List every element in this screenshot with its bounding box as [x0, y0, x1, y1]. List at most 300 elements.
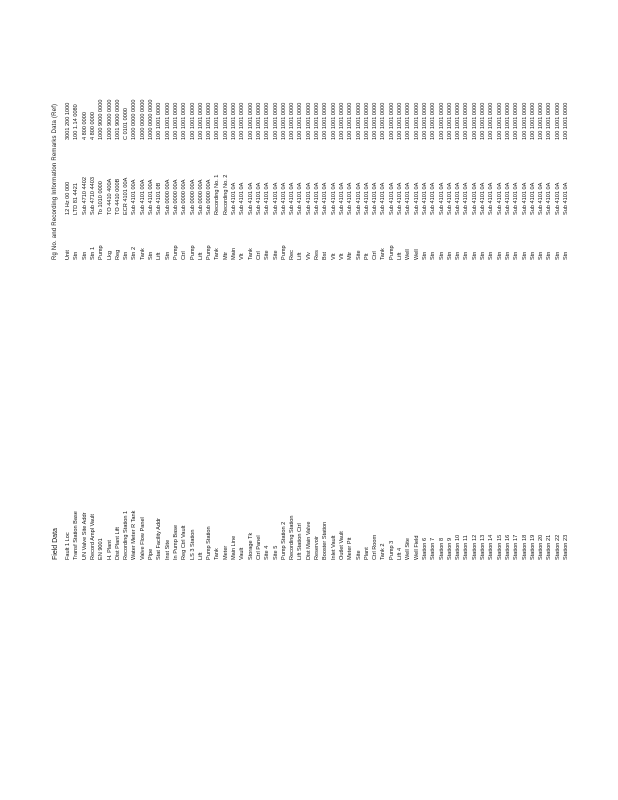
table-row: [338, 30, 346, 560]
row-name: Tank 2: [380, 543, 387, 560]
row-name: Transf Station Base: [73, 511, 80, 560]
row-col1: Lift: [397, 252, 403, 260]
row-col3: 100 1001 0000: [181, 102, 188, 140]
row-col1: Res: [314, 250, 320, 260]
table-row: [189, 30, 197, 560]
row-col1: Well: [405, 249, 412, 260]
row-col1: Stn: [148, 251, 154, 260]
row-col3: 1000 0000 0000: [131, 99, 138, 140]
table-row: [521, 30, 529, 560]
row-col1: Pump: [388, 245, 395, 260]
row-col2: Sub 4101 0A: [546, 182, 553, 215]
table-row: [429, 30, 437, 560]
row-col3: 100 1001 0000: [172, 102, 179, 140]
row-name: Station 11: [463, 535, 470, 560]
table-row: [122, 30, 130, 560]
table-row: [147, 30, 155, 560]
row-col1: Pump: [98, 245, 105, 260]
row-col1: Stn: [563, 251, 569, 260]
row-name: Lift: [197, 552, 204, 560]
row-col2: Sub 4101 0A: [355, 182, 362, 215]
row-col3: 1000 0000 0000: [148, 99, 154, 140]
row-col1: Tank: [380, 248, 387, 260]
row-name: Station 21: [546, 534, 553, 560]
row-col1: Pump: [172, 245, 179, 260]
row-col1: Tank: [214, 248, 221, 260]
row-col2: Sub 4101 0A: [305, 182, 312, 215]
row-col3: 100 1001 0000: [463, 102, 470, 140]
table-row: [130, 30, 138, 560]
row-col3: 100 1001 0000: [164, 102, 171, 140]
row-col1: Stn: [480, 251, 486, 260]
row-name: Meter Pit: [347, 537, 354, 560]
row-name: Station 17: [513, 534, 520, 560]
row-name: Outlet Vault: [338, 531, 345, 560]
row-col1: Stn: [496, 251, 503, 260]
row-col2: Sub 4101 0A: [314, 182, 320, 215]
row-col1: Stn: [81, 251, 88, 260]
row-col1: Vlv: [305, 252, 312, 260]
row-name: Ctrl Room: [372, 534, 379, 560]
row-col3: 100 1001 0000: [446, 102, 453, 140]
table-row: [471, 30, 479, 560]
row-col3: 1000 0000 0000: [139, 99, 146, 140]
row-col2: Recording No. 2: [222, 174, 229, 215]
row-col1: Site: [264, 250, 271, 260]
row-col2: Sub 0000 00A: [189, 179, 196, 215]
row-col2: Sub 0000 00A: [181, 179, 188, 215]
row-col1: Stn: [529, 251, 536, 260]
row-col1: Main: [231, 247, 237, 260]
row-col3: 100 1001 0000: [397, 102, 403, 140]
row-col3: 100 1001 0000: [521, 102, 528, 140]
row-name: Station 12: [471, 534, 478, 560]
row-col1: Stn 1: [89, 246, 96, 260]
row-col2: Sub 4101 0A: [480, 182, 486, 215]
table-row: [205, 30, 213, 560]
row-col1: Well: [413, 249, 420, 260]
row-col2: Sub 4101 0A: [463, 182, 470, 215]
row-col3: 100 1001 0000: [156, 102, 163, 140]
row-col1: Vlt: [338, 253, 345, 260]
row-name: Pipe: [148, 548, 154, 560]
row-col2: Sub 0000 00A: [164, 179, 171, 215]
table-row: [288, 30, 296, 560]
table-row: [363, 30, 371, 560]
row-col2: Sub 4101 0A: [446, 182, 453, 215]
table-row: [404, 30, 412, 560]
row-col2: ECR 4101 00A: [123, 177, 130, 215]
row-col2: Sub 4101 0A: [297, 182, 304, 215]
row-col3: 100 1001 0000: [372, 102, 379, 140]
table-row: [106, 30, 114, 560]
row-name: Station 14: [488, 534, 495, 560]
row-col1: Stn: [438, 251, 445, 260]
row-name: Ctrl Panel: [255, 535, 262, 560]
row-col1: Stn: [421, 251, 428, 260]
row-name: Lift 4: [397, 547, 403, 560]
row-col3: 100 1001 0000: [504, 102, 511, 140]
row-col3: 100 1001 0000: [363, 102, 370, 140]
row-col3: 1001 9000 0000: [114, 99, 121, 140]
table-row: [512, 30, 520, 560]
row-col3: 100 1001 0000: [538, 102, 545, 140]
row-col3: 100 1001 0000: [338, 102, 345, 140]
row-col2: TO 4410 400A: [106, 178, 113, 215]
row-col2: Sub 4101 00A: [131, 179, 138, 215]
table-header-right: Rg No. and Recording Information Remarks Data (Ref): [52, 103, 58, 260]
row-col1: Lift: [197, 252, 204, 260]
row-col3: 100 1001 0000: [563, 102, 569, 140]
table-row: [454, 30, 462, 560]
table-row: [230, 30, 238, 560]
row-name: Station 16: [504, 534, 511, 560]
row-col2: Sub 4101 00A: [148, 179, 154, 215]
row-col1: Stn: [446, 251, 453, 260]
row-col2: Sub 4101 0A: [521, 182, 528, 215]
row-col1: Rec: [289, 250, 296, 260]
row-col3: 100 1001 0000: [289, 102, 296, 140]
table-row: [114, 30, 122, 560]
row-col1: Stn: [513, 251, 520, 260]
table-row: [296, 30, 304, 560]
row-name: Pump 3: [388, 540, 395, 560]
row-col2: Sub 4101 0A: [504, 182, 511, 215]
row-name: Vault: [239, 547, 246, 560]
row-col3: 100 1001 0000: [513, 102, 520, 140]
row-col2: Sub 4101 0A: [513, 182, 520, 215]
row-col2: To 1010 0000: [98, 181, 105, 215]
row-name: Inst Site: [164, 539, 171, 560]
row-col2: Sub 4710 4403: [89, 177, 96, 215]
table-row: [496, 30, 504, 560]
row-col3: 100 1001 0000: [388, 102, 395, 140]
row-col2: Sub 4101 0A: [264, 182, 271, 215]
table-row: [305, 30, 313, 560]
row-name: Station 8: [438, 537, 445, 560]
row-col2: TO 4410 000B: [114, 178, 121, 215]
table-row: [413, 30, 421, 560]
table-row: [388, 30, 396, 560]
row-col1: Ctrl: [181, 251, 188, 260]
row-name: Site 5: [272, 545, 279, 560]
row-col3: 1000 9000 0000: [98, 99, 105, 140]
row-col2: Sub 4101 0A: [338, 182, 345, 215]
row-name: In Pump Base: [172, 524, 179, 560]
row-col1: Stn: [73, 251, 80, 260]
table-row: [172, 30, 180, 560]
table-row: [321, 30, 329, 560]
row-col3: 100 1001 0000: [438, 102, 445, 140]
row-col3: 3001 200 1000: [65, 102, 71, 140]
table-row: [247, 30, 255, 560]
row-col1: Lift: [156, 252, 163, 260]
row-name: UN Valve Site Addr: [81, 512, 88, 560]
row-name: Dist Plant Lift: [114, 527, 121, 560]
table-row: [330, 30, 338, 560]
row-col1: Ctrl: [255, 251, 262, 260]
row-col2: Sub 4101 0A: [455, 182, 462, 215]
row-name: Plant: [363, 547, 370, 560]
row-col1: Plt: [363, 253, 370, 260]
row-name: Record Ampl Vault: [89, 514, 96, 560]
row-col2: Sub 4101 0A: [538, 182, 545, 215]
row-col1: Pump: [280, 245, 287, 260]
row-name: Station 19: [529, 534, 536, 560]
table-header-left: Field Data: [52, 528, 59, 560]
table-row: [371, 30, 379, 560]
row-col3: 4 800 0000: [89, 112, 96, 140]
table-row: [346, 30, 354, 560]
row-col2: Sub 4101 0A: [330, 182, 337, 215]
row-col3: 100 1001 0000: [305, 102, 312, 140]
table-row: [504, 30, 512, 560]
row-col3: 100 1001 0000: [264, 102, 271, 140]
row-col3: 100 1001 0000: [471, 102, 478, 140]
row-col2: Sub 4710 4402: [81, 177, 88, 215]
table-row: [446, 30, 454, 560]
row-col2: Sub 4101 0A: [289, 182, 296, 215]
row-col3: 100 1001 0000: [197, 102, 204, 140]
row-col2: Sub 4101 0A: [272, 182, 279, 215]
row-name: LS 3 Station: [189, 529, 196, 560]
row-col3: 100 1001 0000: [347, 102, 354, 140]
row-col2: Sub 4101 0A: [563, 182, 569, 215]
row-col3: 100 1001 0000: [330, 102, 337, 140]
row-name: Main Line: [231, 535, 237, 560]
row-col2: Sub 4101 0A: [372, 182, 379, 215]
row-col2: Sub 4101 0A: [322, 182, 329, 215]
row-col3: 100 1001 0000: [529, 102, 536, 140]
row-col3: 100 1.14 0080: [73, 104, 80, 140]
row-col1: Mtr: [222, 251, 229, 260]
row-name: Stat Facility Addr: [156, 518, 163, 560]
row-col3: 100 1001 0000: [554, 102, 561, 140]
table-row: [164, 30, 172, 560]
row-col2: Sub 0000 00A: [206, 179, 213, 215]
table-row: [155, 30, 163, 560]
row-col1: Stn: [488, 251, 495, 260]
row-col1: Stn 2: [131, 246, 138, 260]
table-row: [272, 30, 280, 560]
row-col2: Sub 4101 0A: [471, 182, 478, 215]
table-row: [313, 30, 321, 560]
row-name: Station 23: [563, 534, 569, 560]
row-col3: 100 1001 0000: [430, 102, 437, 140]
row-col3: 100 1001 0000: [255, 102, 262, 140]
table-row: [213, 30, 221, 560]
table-row: [529, 30, 537, 560]
row-col3: C 0101 0000: [123, 107, 130, 140]
row-col1: Ctrl: [372, 251, 379, 260]
row-col3: 100 1001 0000: [455, 102, 462, 140]
table-row: [379, 30, 387, 560]
row-col3: 100 1001 0000: [355, 102, 362, 140]
row-col2: Sub 4101 0A: [280, 182, 287, 215]
row-col2: Sub 4101 0A: [239, 182, 246, 215]
row-col3: 100 1001 0000: [405, 102, 412, 140]
row-col2: Sub 4101 0A: [347, 182, 354, 215]
row-name: EN 9001: [98, 538, 105, 560]
row-col1: Vlt: [330, 253, 337, 260]
row-col2: Sub 4101 00A: [139, 179, 146, 215]
row-col2: Sub 4101 0A: [421, 182, 428, 215]
row-name: Station 15: [496, 534, 503, 560]
table-row: [89, 30, 97, 560]
row-col2: Sub 4101 0A: [554, 182, 561, 215]
row-name: Reg Ctrl Vault: [181, 525, 188, 560]
row-name: Tank: [214, 548, 221, 560]
table-row: [396, 30, 404, 560]
row-col2: Sub 4101 0A: [430, 182, 437, 215]
row-col3: 100 1001 0000: [488, 102, 495, 140]
row-col1: Stn: [430, 251, 437, 260]
row-name: Meter: [222, 545, 229, 560]
row-name: Water Meter R Tank: [131, 510, 138, 560]
table-row: [462, 30, 470, 560]
row-col2: 12 Hz 00 000: [65, 181, 71, 215]
row-name: Well Field: [413, 535, 420, 560]
row-col1: Stn: [546, 251, 553, 260]
row-col1: Stn: [504, 251, 511, 260]
table-row: [197, 30, 205, 560]
row-col2: Sub 4101 0A: [529, 182, 536, 215]
row-col3: 1000 9000 0000: [106, 99, 113, 140]
row-col3: 100 1001 0000: [239, 102, 246, 140]
row-col3: 100 1001 0000: [480, 102, 486, 140]
row-col1: Stn: [463, 251, 470, 260]
row-col2: Sub 4101 0A: [231, 182, 237, 215]
table-row: [421, 30, 429, 560]
table-row: [222, 30, 230, 560]
row-col3: 100 1001 0000: [413, 102, 420, 140]
row-name: Dist Main Valve: [305, 521, 312, 560]
row-col1: Tank: [247, 248, 254, 260]
row-col3: 100 1001 0000: [222, 102, 229, 140]
row-col2: Recording No. 1: [214, 174, 221, 215]
row-name: Reservoir: [314, 536, 320, 560]
table-row: [238, 30, 246, 560]
row-col3: 100 1001 0000: [297, 102, 304, 140]
table-row: [280, 30, 288, 560]
row-name: H. Plant: [106, 540, 113, 560]
row-col1: Site: [272, 250, 279, 260]
row-col1: Site: [355, 250, 362, 260]
row-col3: 100 1001 0000: [496, 102, 503, 140]
row-col1: Stn: [538, 251, 545, 260]
row-col1: Tank: [139, 248, 146, 260]
row-col2: Sub 4101 0A: [247, 182, 254, 215]
row-col1: Lkg: [106, 250, 113, 260]
row-col3: 100 1001 0000: [247, 102, 254, 140]
row-name: Station 18: [521, 534, 528, 560]
row-col3: 100 1001 0000: [546, 102, 553, 140]
row-col1: Stn: [554, 251, 561, 260]
row-name: Station 10: [455, 534, 462, 560]
row-col1: Unit: [65, 250, 71, 260]
row-name: Station 13: [480, 534, 486, 560]
row-col3: 100 1001 0000: [272, 102, 279, 140]
table-row: [537, 30, 545, 560]
row-col2: Sub 4101 0A: [438, 182, 445, 215]
row-name: Inlet Vault: [330, 535, 337, 560]
row-name: Station 20: [538, 534, 545, 560]
row-name: Station 6: [421, 537, 428, 560]
row-col2: Sub 4101 0A: [380, 182, 387, 215]
table-row: [355, 30, 363, 560]
table-row: [72, 30, 80, 560]
row-col1: Stn: [164, 251, 171, 260]
row-name: Fault 1 Loc: [65, 532, 71, 560]
table-row: [487, 30, 495, 560]
row-col2: Sub 4101 0A: [496, 182, 503, 215]
row-name: Site: [355, 550, 362, 560]
row-name: Pump Station: [206, 526, 213, 560]
row-name: Recording Station: [289, 515, 296, 560]
table-row: [180, 30, 188, 560]
table-row: [554, 30, 562, 560]
row-name: Storage Tk: [247, 532, 254, 560]
row-col1: Lift: [297, 252, 304, 260]
row-name: Station 7: [430, 537, 437, 560]
row-col2: Sub 4101 0A: [397, 182, 403, 215]
row-col3: 100 1001 0000: [314, 102, 320, 140]
row-col3: 100 1001 0000: [206, 102, 213, 140]
row-col3: 100 1001 0000: [380, 102, 387, 140]
row-col1: Stn: [455, 251, 462, 260]
row-col1: Stn: [471, 251, 478, 260]
row-name: Station 22: [554, 534, 561, 560]
row-name: Recording Station 1: [123, 510, 130, 560]
rotated-table: [52, 30, 572, 560]
row-col1: Vlt: [239, 253, 246, 260]
row-col1: Mtr: [347, 251, 354, 260]
row-name: Station 9: [446, 537, 453, 560]
row-col2: Sub 4101 0A: [413, 182, 420, 215]
row-col2: Sub 4101 0A: [488, 182, 495, 215]
table-row: [139, 30, 147, 560]
row-col2: Sub 4101 0B: [156, 182, 163, 215]
row-name: Booster Station: [322, 521, 329, 560]
table-row: [81, 30, 89, 560]
row-col1: Bst: [322, 251, 329, 260]
row-col3: 100 1001 0000: [421, 102, 428, 140]
row-col1: Reg: [114, 249, 121, 260]
row-col1: Pump: [189, 245, 196, 260]
table-row: [562, 30, 570, 560]
row-col3: 100 1001 0000: [280, 102, 287, 140]
row-col2: Sub 4101 0A: [255, 182, 262, 215]
row-col2: Sub 4101 0A: [388, 182, 395, 215]
table-row: [438, 30, 446, 560]
row-col2: Sub 4101 0A: [363, 182, 370, 215]
row-col3: 100 1001 0000: [231, 102, 237, 140]
row-col1: Pump: [206, 245, 213, 260]
table-row: [263, 30, 271, 560]
row-col3: 100 1001 0000: [322, 102, 329, 140]
row-col3: 100 1001 0000: [214, 102, 221, 140]
table-row: [545, 30, 553, 560]
row-col2: Sub 0000 00A: [197, 179, 204, 215]
row-name: Well Site: [405, 538, 412, 560]
table-row: [479, 30, 487, 560]
table-row: [64, 30, 72, 560]
table-row: [97, 30, 105, 560]
row-col1: Stn: [123, 251, 130, 260]
row-col3: 4 800 0000: [81, 112, 88, 140]
row-col2: LTD 81 4421: [73, 183, 80, 215]
table-row: [255, 30, 263, 560]
